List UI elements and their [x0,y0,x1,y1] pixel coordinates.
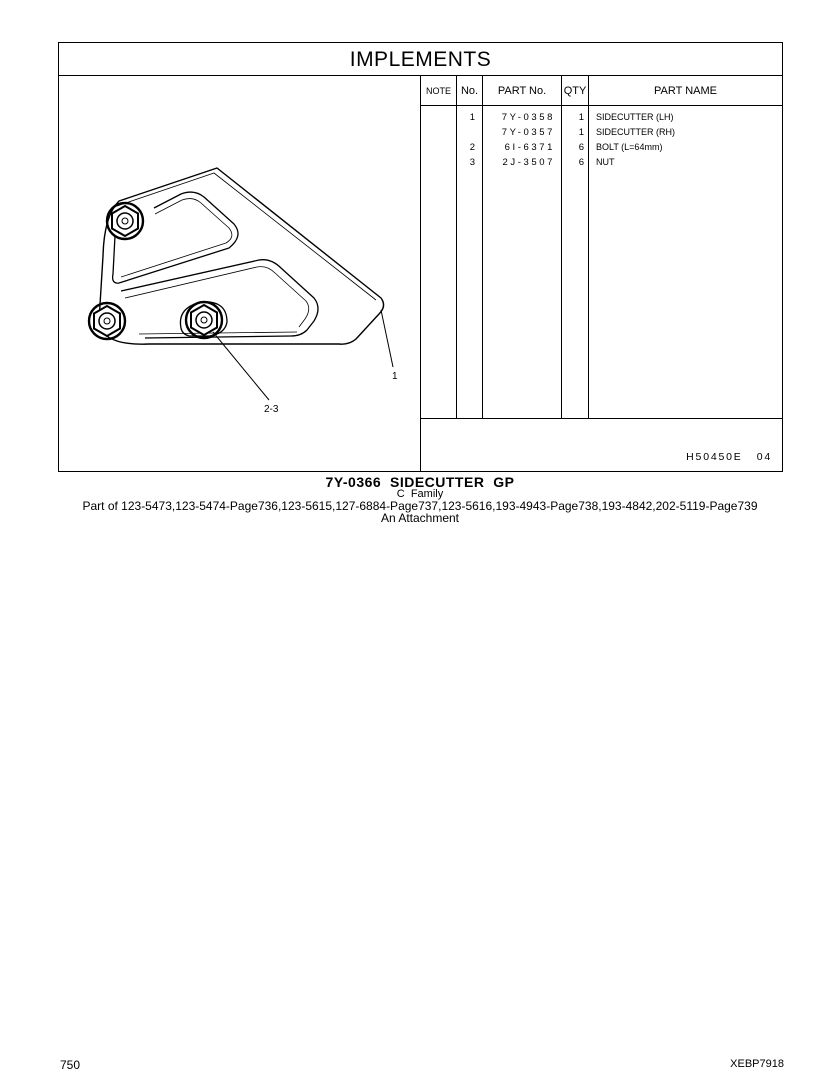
parts-table [421,76,782,419]
page-title: IMPLEMENTS [59,43,782,76]
publication-code: XEBP7918 [730,1058,784,1070]
note-cell [421,155,456,170]
bolt-upper [107,203,143,239]
part-name: SIDECUTTER (RH) [596,127,675,137]
note-cell [421,125,456,140]
part-no-column [483,76,562,418]
callout-1: 1 [392,371,398,382]
leader-1 [381,310,393,367]
leader-2-3 [213,332,269,400]
group-type: An Attachment [380,511,460,525]
no-column [457,76,483,418]
quantity: 6 [578,157,584,168]
quantity: 1 [578,127,584,138]
qty-column [562,76,589,418]
part-number: 7Y-0358 [501,112,555,123]
note-column [421,76,457,418]
bolt-lower-left [89,303,125,339]
quantity: 1 [578,112,584,123]
group-reference: Part of 123-5473,123-5474-Page736,123-5615,127-6884-Page737,123-5616,193-4943-Page738,193-4842,202-5119-Page739 [82,499,758,513]
parts-illustration [59,76,421,471]
item-number: 3 [469,157,475,168]
quantity: 6 [578,142,584,153]
part-name: NUT [596,157,615,167]
item-number: 2 [469,142,475,153]
catalog-frame [58,42,783,472]
illustration-code: H50450E 04 [686,451,772,463]
bolt-middle [180,302,227,338]
note-cell [421,140,456,155]
col-header-part-no: PART No. [483,76,561,106]
col-header-no: No. [457,76,482,106]
group-title: 7Y-0366 SIDECUTTER GP [325,474,515,490]
col-header-part-name: PART NAME [589,76,782,106]
note-cell [421,110,456,125]
group-family: C Family [396,488,444,500]
col-header-note: NOTE [421,76,456,106]
part-name: SIDECUTTER (LH) [596,112,674,122]
item-number: 1 [469,112,475,123]
col-header-qty: QTY [562,76,588,106]
part-number: 7Y-0357 [501,127,555,138]
sidecutter-drawing [59,76,421,471]
part-name-column [589,76,782,418]
part-number: 2J-3507 [502,157,555,168]
item-number [457,125,482,140]
part-number: 6I-6371 [504,142,555,153]
callout-2-3: 2-3 [264,404,279,415]
part-name: BOLT (L=64mm) [596,142,663,152]
lower-slot [121,260,318,338]
page-number: 750 [60,1058,81,1072]
